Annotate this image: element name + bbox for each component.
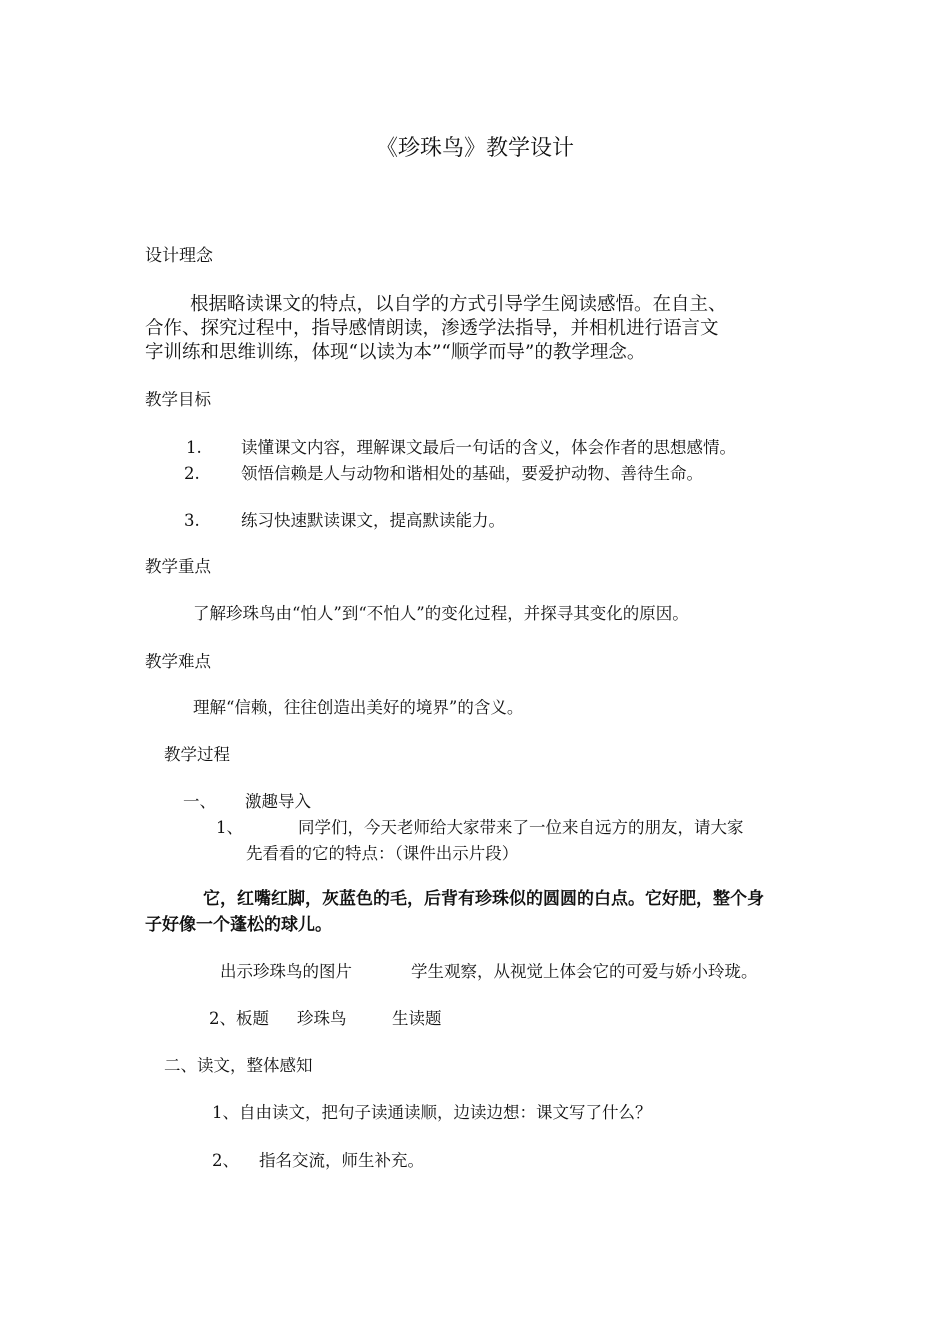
process-heading: 教学过程	[164, 745, 230, 764]
goal-1-number: 1.	[186, 438, 202, 457]
document-title: 《珍珠鸟》教学设计	[375, 136, 574, 161]
difficulty-text: 理解“信赖，往往创造出美好的境界”的含义。	[193, 698, 524, 717]
section-2-item-1: 1、自由读文，把句子读通读顺，边读边想：课文写了什么？	[212, 1103, 652, 1122]
goals-heading: 教学目标	[145, 390, 211, 409]
goal-1-text: 读懂课文内容，理解课文最后一句话的含义，体会作者的思想感情。	[241, 438, 736, 457]
section-2-item-2-number: 2、	[212, 1151, 239, 1170]
section-1-item-1-number: 1、	[216, 818, 243, 837]
design-concept-line-3: 字训练和思维训练，体现“以读为本”“顺学而导”的教学理念。	[145, 342, 646, 363]
section-2-item-2-text: 指名交流，师生补充。	[259, 1151, 424, 1170]
observe-text: 学生观察，从视觉上体会它的可爱与娇小玲珑。	[411, 962, 758, 981]
excerpt-line-1: 它，红嘴红脚，灰蓝色的毛，后背有珍珠似的圆圆的白点。它好肥，整个身	[203, 889, 764, 909]
goal-3-number: 3.	[184, 511, 200, 530]
goal-3-text: 练习快速默读课文，提高默读能力。	[241, 511, 505, 530]
design-concept-line-1: 根据略读课文的特点，以自学的方式引导学生阅读感悟。在自主、	[190, 294, 727, 315]
excerpt-line-2: 子好像一个蓬松的球儿。	[145, 915, 332, 935]
design-concept-line-2: 合作、探究过程中，指导感情朗读，渗透学法指导，并相机进行语言文	[145, 318, 719, 339]
section-1-item-2-topic: 珍珠鸟	[297, 1009, 347, 1028]
key-point-text: 了解珍珠鸟由“怕人”到“不怕人”的变化过程，并探寻其变化的原因。	[193, 604, 689, 623]
section-1-item-1-line-2: 先看看的它的特点：（课件出示片段）	[246, 844, 519, 863]
section-1-item-1-line-1: 同学们，今天老师给大家带来了一位来自远方的朋友，请大家	[298, 818, 744, 837]
section-1-title: 激趣导入	[245, 792, 311, 811]
goal-2-number: 2.	[184, 464, 200, 483]
key-point-heading: 教学重点	[145, 557, 211, 576]
difficulty-heading: 教学难点	[145, 652, 211, 671]
goal-2-text: 领悟信赖是人与动物和谐相处的基础，要爱护动物、善待生命。	[241, 464, 703, 483]
section-2-title: 二、读文，整体感知	[164, 1056, 313, 1075]
section-1-item-2-action: 生读题	[392, 1009, 442, 1028]
design-concept-heading: 设计理念	[145, 246, 213, 266]
section-1-item-2-label: 2、板题	[209, 1009, 269, 1028]
section-1-number: 一、	[183, 792, 216, 811]
show-picture-text: 出示珍珠鸟的图片	[220, 962, 352, 981]
